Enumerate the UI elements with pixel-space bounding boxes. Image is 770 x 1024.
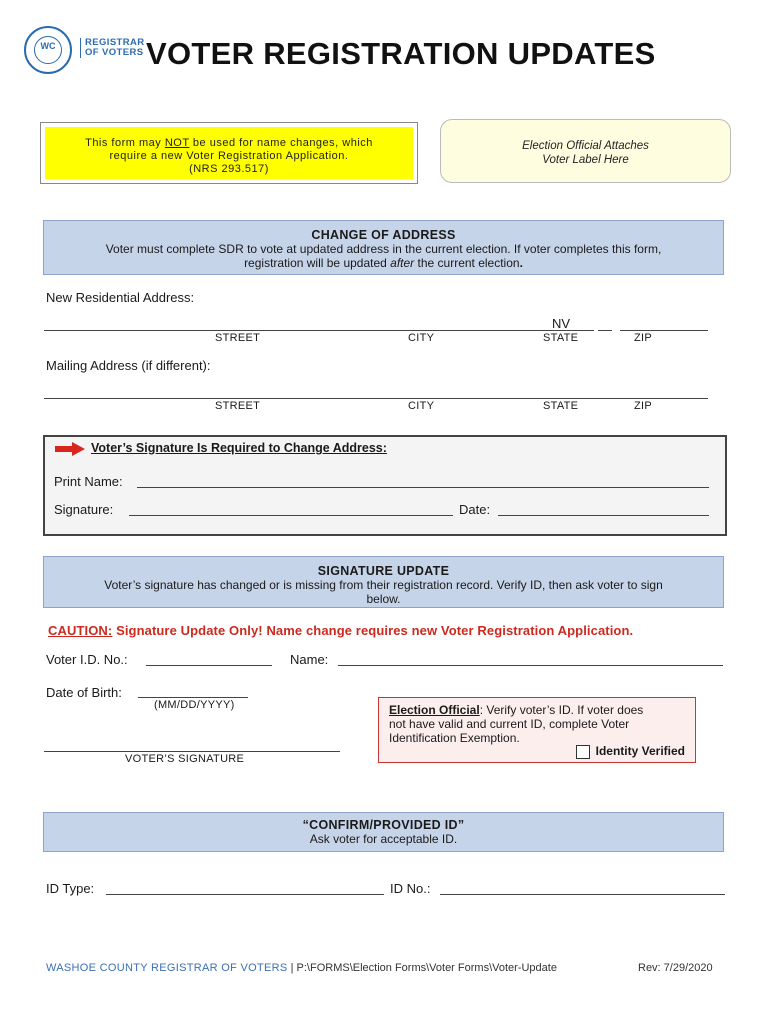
signature-required-heading: Voter’s Signature Is Required to Change Address: bbox=[91, 441, 387, 455]
zip-caption: ZIP bbox=[634, 332, 653, 344]
warning-line2: require a new Voter Registration Application. bbox=[109, 150, 349, 162]
change-of-address-text bbox=[44, 242, 723, 270]
identity-verified-row[interactable] bbox=[576, 744, 685, 759]
footer-sep: | bbox=[287, 962, 297, 974]
address-signature-box bbox=[43, 435, 727, 536]
election-official-box bbox=[378, 697, 696, 763]
id-no-label: ID No.: bbox=[390, 881, 431, 896]
voter-id-label: Voter I.D. No.: bbox=[46, 652, 128, 667]
su-text-1: Voter’s signature has changed or is missing from their registration record. Verify ID, then ask voter to sign bbox=[104, 578, 663, 592]
official-text-3: Identification Exemption. bbox=[389, 731, 520, 745]
print-name-line[interactable] bbox=[137, 487, 709, 488]
dob-format: (MM/DD/YYYY) bbox=[154, 699, 235, 711]
identity-verified-label: Identity Verified bbox=[595, 744, 685, 758]
change-of-address-header bbox=[43, 220, 724, 275]
state-caption: STATE bbox=[543, 332, 579, 344]
caution-text: Signature Update Only! Name change requires new Voter Registration Application. bbox=[112, 623, 634, 638]
id-type-line[interactable] bbox=[106, 894, 384, 895]
registrar-logo bbox=[80, 38, 145, 58]
state-value-nv: NV bbox=[552, 316, 571, 331]
signature-update-text bbox=[44, 578, 723, 606]
voter-signature-caption: VOTER’S SIGNATURE bbox=[125, 753, 245, 765]
county-seal-logo bbox=[24, 26, 72, 74]
mailing-address-line[interactable] bbox=[44, 398, 708, 399]
date-label: Date: bbox=[459, 502, 491, 517]
residential-address-label: New Residential Address: bbox=[46, 290, 195, 305]
logo-line-2: OF VOTERS bbox=[85, 47, 144, 58]
footer-org: WASHOE COUNTY REGISTRAR OF VOTERS bbox=[46, 962, 288, 974]
official-text-1: : Verify voter’s ID. If voter does bbox=[479, 703, 644, 717]
red-arrow-icon bbox=[55, 442, 85, 456]
caution-label: CAUTION: bbox=[48, 623, 113, 638]
coa-text-1: Voter must complete SDR to vote at updated address in the current election. If voter completes this form, bbox=[105, 242, 662, 256]
print-name-label: Print Name: bbox=[54, 474, 123, 489]
warning-highlight bbox=[45, 127, 413, 179]
mailing-address-label: Mailing Address (if different): bbox=[46, 358, 211, 373]
warning-nrs: (NRS 293.517) bbox=[189, 163, 269, 175]
official-label: Election Official bbox=[389, 703, 480, 717]
id-type-label: ID Type: bbox=[46, 881, 95, 896]
label-line2: Voter Label Here bbox=[542, 154, 629, 166]
confirm-id-header bbox=[43, 812, 724, 852]
mailing-state-caption: STATE bbox=[543, 400, 579, 412]
coa-text-2-em: after bbox=[390, 256, 415, 270]
state-blank-line bbox=[598, 330, 612, 331]
id-no-line[interactable] bbox=[440, 894, 725, 895]
name-label: Name: bbox=[290, 652, 329, 667]
confirm-id-text: Ask voter for acceptable ID. bbox=[309, 832, 458, 846]
official-text-2: not have valid and current ID, complete Voter bbox=[389, 717, 630, 731]
zip-line[interactable] bbox=[620, 330, 708, 331]
signature-update-title: SIGNATURE UPDATE bbox=[317, 564, 450, 578]
logo-line-1: REGISTRAR bbox=[85, 37, 145, 48]
mailing-street-caption: STREET bbox=[215, 400, 261, 412]
mailing-city-caption: CITY bbox=[408, 400, 435, 412]
voter-signature-line[interactable] bbox=[44, 751, 340, 752]
coa-text-2-post: the current election bbox=[414, 256, 520, 270]
change-of-address-title: CHANGE OF ADDRESS bbox=[311, 228, 456, 242]
dob-label: Date of Birth: bbox=[46, 685, 122, 700]
official-instructions bbox=[379, 698, 695, 750]
label-instructions bbox=[441, 139, 730, 167]
coa-text-2-pre: registration will be updated bbox=[244, 256, 391, 270]
warning-text bbox=[45, 127, 413, 176]
signature-update-header bbox=[43, 556, 724, 608]
warning-line1-pre: This form may bbox=[85, 137, 165, 149]
coa-text-2-end: . bbox=[519, 256, 523, 270]
footer bbox=[46, 962, 557, 974]
dob-line[interactable] bbox=[138, 697, 248, 698]
name-change-warning bbox=[40, 122, 418, 184]
footer-revision: Rev: 7/29/2020 bbox=[638, 962, 713, 974]
name-line[interactable] bbox=[338, 665, 723, 666]
su-text-2: below. bbox=[366, 592, 401, 606]
caution-notice bbox=[48, 623, 633, 638]
signature-label: Signature: bbox=[54, 502, 114, 517]
mailing-zip-caption: ZIP bbox=[634, 400, 653, 412]
date-line[interactable] bbox=[498, 515, 709, 516]
identity-verified-checkbox[interactable] bbox=[576, 745, 590, 759]
footer-path: P:\FORMS\Election Forms\Voter Forms\Voter-Update bbox=[296, 962, 557, 974]
page-title: VOTER REGISTRATION UPDATES bbox=[146, 36, 656, 71]
signature-line[interactable] bbox=[129, 515, 453, 516]
warning-line1-post: be used for name changes, which bbox=[189, 137, 373, 149]
warning-not: NOT bbox=[164, 137, 190, 149]
seal-text: WC bbox=[40, 41, 56, 51]
voter-id-line[interactable] bbox=[146, 665, 272, 666]
voter-label-area bbox=[440, 119, 731, 183]
street-caption: STREET bbox=[215, 332, 261, 344]
label-line1: Election Official Attaches bbox=[522, 140, 649, 152]
confirm-id-title: “CONFIRM/PROVIDED ID” bbox=[302, 818, 465, 832]
city-caption: CITY bbox=[408, 332, 435, 344]
residential-address-line[interactable] bbox=[44, 330, 594, 331]
